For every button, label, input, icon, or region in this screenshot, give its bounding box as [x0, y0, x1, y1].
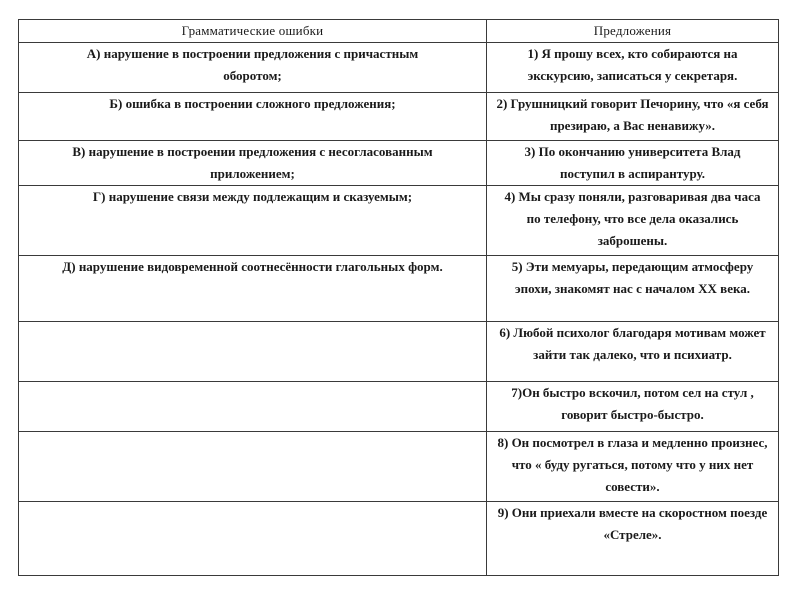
error-cell-b: Б) ошибка в построении сложного предложения; — [19, 93, 487, 141]
sentence-cell-4: 4) Мы сразу поняли, разговаривая два часа по телефону, что все дела оказались заброшены. — [487, 186, 779, 256]
table-row — [19, 502, 779, 576]
error-cell-d: Д) нарушение видовременной соотнесённости глагольных форм. — [19, 256, 487, 322]
error-cell-a: А) нарушение в построении предложения с причастным оборотом; — [19, 43, 487, 93]
table-row — [19, 322, 779, 382]
sentence-cell-3: 3) По окончанию университета Влад поступил в аспирантуру. — [487, 141, 779, 186]
table-row — [19, 256, 779, 322]
sentence-cell-8: 8) Он посмотрел в глаза и медленно произнес, что « буду ругаться, потому что у них нет совести». — [487, 432, 779, 502]
table-row — [19, 141, 779, 186]
table-row — [19, 43, 779, 93]
empty-error-cell — [19, 382, 487, 432]
empty-error-cell — [19, 432, 487, 502]
empty-error-cell — [19, 502, 487, 576]
table-row — [19, 382, 779, 432]
table-row — [19, 93, 779, 141]
table-header-row — [19, 20, 779, 43]
grammar-errors-table — [18, 19, 779, 576]
error-cell-v: В) нарушение в построении предложения с несогласованным приложением; — [19, 141, 487, 186]
sentence-cell-9: 9) Они приехали вместе на скоростном поезде «Стреле». — [487, 502, 779, 576]
table-row — [19, 432, 779, 502]
error-cell-g: Г) нарушение связи между подлежащим и сказуемым; — [19, 186, 487, 256]
sentence-cell-6: 6) Любой психолог благодаря мотивам может зайти так далеко, что и психиатр. — [487, 322, 779, 382]
header-grammar-errors: Грамматические ошибки — [19, 20, 487, 43]
header-sentences: Предложения — [487, 20, 779, 43]
table-row — [19, 186, 779, 256]
sentence-cell-2: 2) Грушницкий говорит Печорину, что «я себя презираю, а Вас ненавижу». — [487, 93, 779, 141]
sentence-cell-1: 1) Я прошу всех, кто собираются на экскурсию, записаться у секретаря. — [487, 43, 779, 93]
empty-error-cell — [19, 322, 487, 382]
sentence-cell-5: 5) Эти мемуары, передающим атмосферу эпохи, знакомят нас с началом XX века. — [487, 256, 779, 322]
sentence-cell-7: 7)Он быстро вскочил, потом сел на стул , говорит быстро-быстро. — [487, 382, 779, 432]
